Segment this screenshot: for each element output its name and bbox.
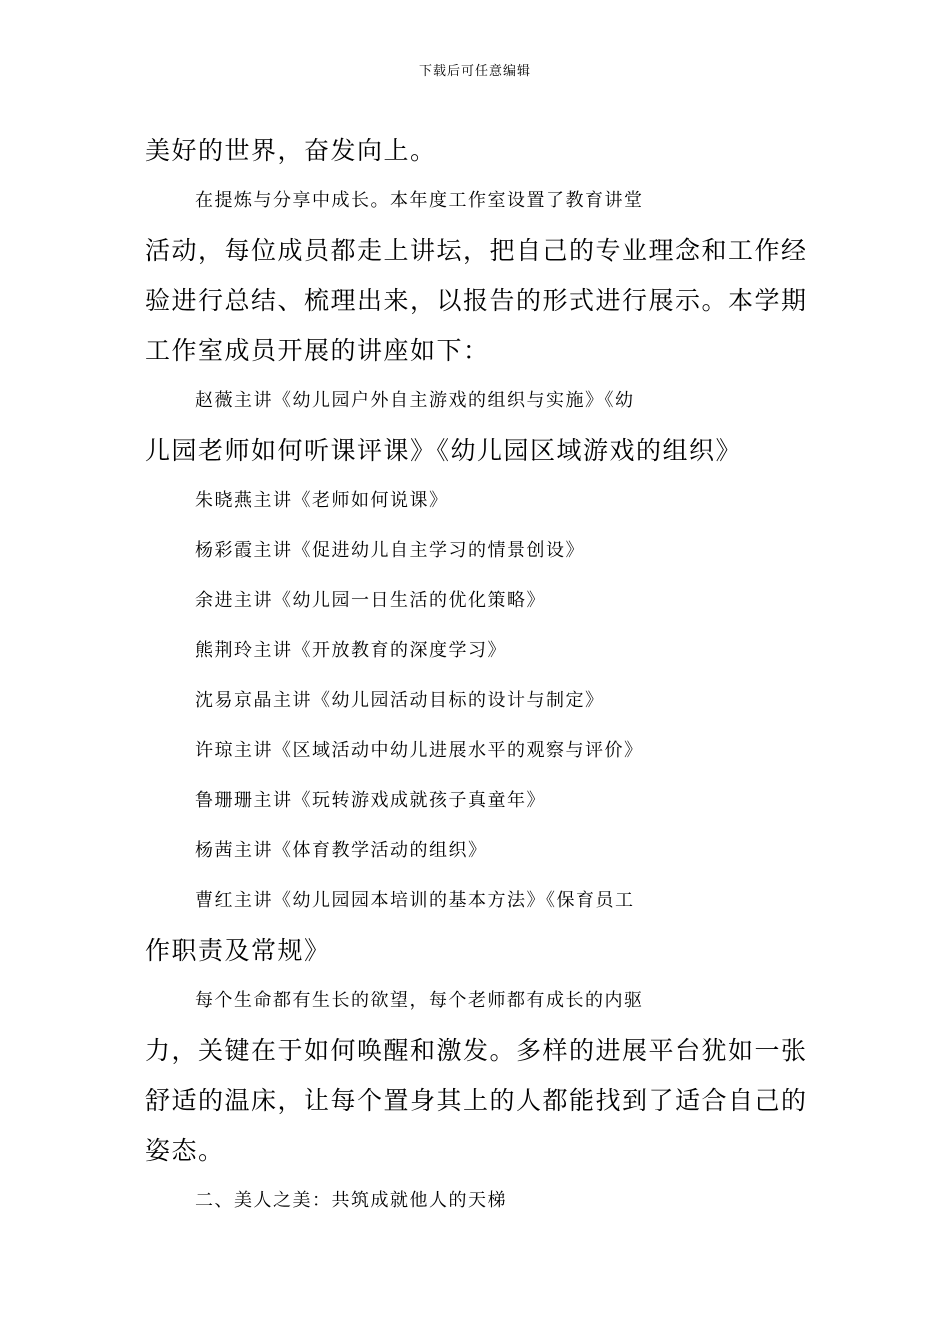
text-line: 朱晓燕主讲《老师如何说课》	[195, 490, 449, 511]
text-line: 鲁珊珊主讲《玩转游戏成就孩子真童年》	[195, 790, 546, 811]
text-line: 二、美人之美：共筑成就他人的天梯	[195, 1190, 507, 1211]
paragraph	[145, 726, 807, 776]
paragraph	[145, 676, 807, 726]
paragraph	[145, 526, 807, 576]
paragraph	[145, 776, 807, 826]
text-line: 力，关键在于如何唤醒和激发。多样的进展平台犹如一张	[145, 1036, 808, 1065]
paragraph	[145, 576, 807, 626]
text-line: 验进行总结、梳理出来，以报告的形式进行展示。本学期	[145, 286, 808, 315]
paragraph	[145, 976, 807, 1176]
paragraph	[145, 376, 807, 476]
paragraph	[145, 476, 807, 526]
paragraph	[145, 126, 807, 176]
text-line: 每个生命都有生长的欲望，每个老师都有成长的内驱	[195, 990, 644, 1011]
text-line: 许琼主讲《区域活动中幼儿进展水平的观察与评价》	[195, 740, 644, 761]
document-body	[145, 126, 807, 1226]
paragraph	[145, 826, 807, 876]
text-line: 工作室成员开展的讲座如下：	[145, 336, 490, 365]
paragraph	[145, 176, 807, 376]
text-line: 曹红主讲《幼儿园园本培训的基本方法》《保育员工	[195, 890, 635, 911]
text-line: 余进主讲《幼儿园一日生活的优化策略》	[195, 590, 546, 611]
text-line: 美好的世界，奋发向上。	[145, 136, 437, 165]
text-line: 赵薇主讲《幼儿园户外自主游戏的组织与实施》《幼	[195, 390, 635, 411]
text-line: 在提炼与分享中成长。本年度工作室设置了教育讲堂	[195, 190, 644, 211]
paragraph	[145, 1176, 807, 1226]
text-line: 杨茜主讲《体育教学活动的组织》	[195, 840, 488, 861]
text-line: 儿园老师如何听课评课》《幼儿园区域游戏的组织》	[145, 436, 743, 465]
text-line: 杨彩霞主讲《促进幼儿自主学习的情景创设》	[195, 540, 585, 561]
text-line: 活动，每位成员都走上讲坛，把自己的专业理念和工作经	[145, 236, 808, 265]
text-line: 姿态。	[145, 1136, 225, 1165]
page-header: 下载后可任意编辑	[418, 64, 531, 79]
text-line: 沈易京晶主讲《幼儿园活动目标的设计与制定》	[195, 690, 605, 711]
text-line: 熊荆玲主讲《开放教育的深度学习》	[195, 640, 507, 661]
text-line: 舒适的温床，让每个置身其上的人都能找到了适合自己的	[145, 1086, 808, 1115]
paragraph	[145, 626, 807, 676]
text-line: 作职责及常规》	[145, 936, 331, 965]
paragraph	[145, 876, 807, 976]
